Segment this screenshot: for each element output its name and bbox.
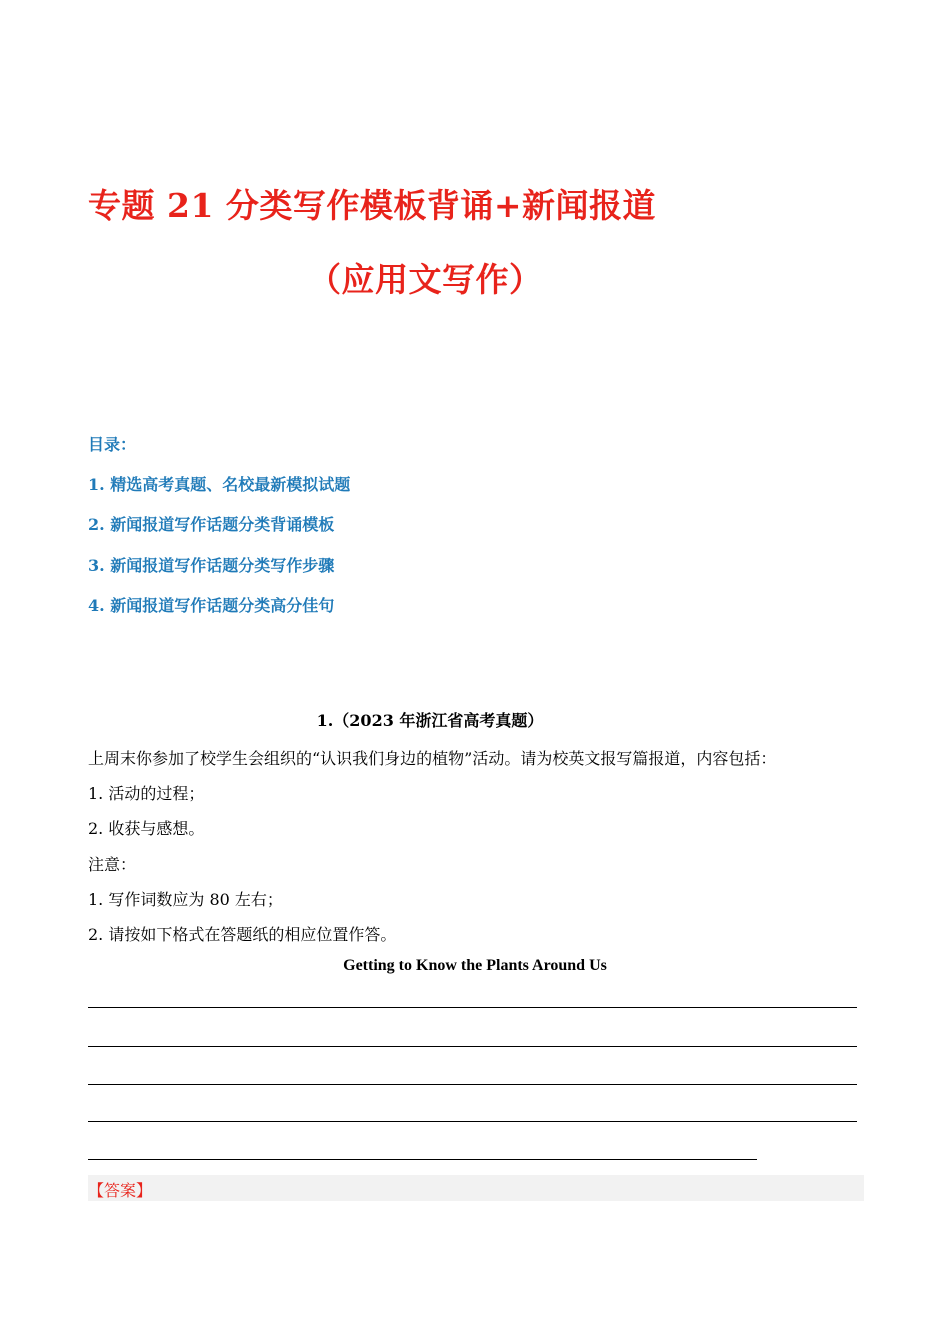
answer-label: 【答案】 [88, 1181, 153, 1200]
question-heading: 1.（2023 年浙江省高考真题） [316, 711, 544, 730]
question-prompt: 上周末你参加了校学生会组织的“认识我们身边的植物”活动。请为校英文报写篇报道，内容包括： [88, 749, 777, 768]
answer-line [88, 1007, 857, 1008]
toc-item[interactable]: 1. 精选高考真题、名校最新模拟试题 [88, 475, 351, 494]
toc-item[interactable]: 4. 新闻报道写作话题分类高分佳句 [88, 596, 335, 615]
note-item: 2. 请按如下格式在答题纸的相应位置作答。 [88, 925, 397, 944]
toc-item[interactable]: 3. 新闻报道写作话题分类写作步骤 [88, 556, 335, 575]
page-title: 专题 21 分类写作模板背诵+新闻报道 [88, 186, 657, 225]
question-point: 2. 收获与感想。 [88, 819, 205, 838]
answer-line [88, 1121, 857, 1122]
toc-item[interactable]: 2. 新闻报道写作话题分类背诵模板 [88, 515, 335, 534]
note-label: 注意： [88, 855, 137, 874]
answer-line [88, 1159, 757, 1160]
answer-line [88, 1084, 857, 1085]
page-subtitle: （应用文写作） [308, 260, 543, 299]
essay-title: Getting to Know the Plants Around Us [343, 957, 607, 974]
answer-section [88, 1175, 864, 1201]
question-point: 1. 活动的过程； [88, 784, 205, 803]
note-item: 1. 写作词数应为 80 左右； [88, 890, 283, 909]
answer-line [88, 1046, 857, 1047]
toc-heading: 目录： [88, 435, 137, 454]
